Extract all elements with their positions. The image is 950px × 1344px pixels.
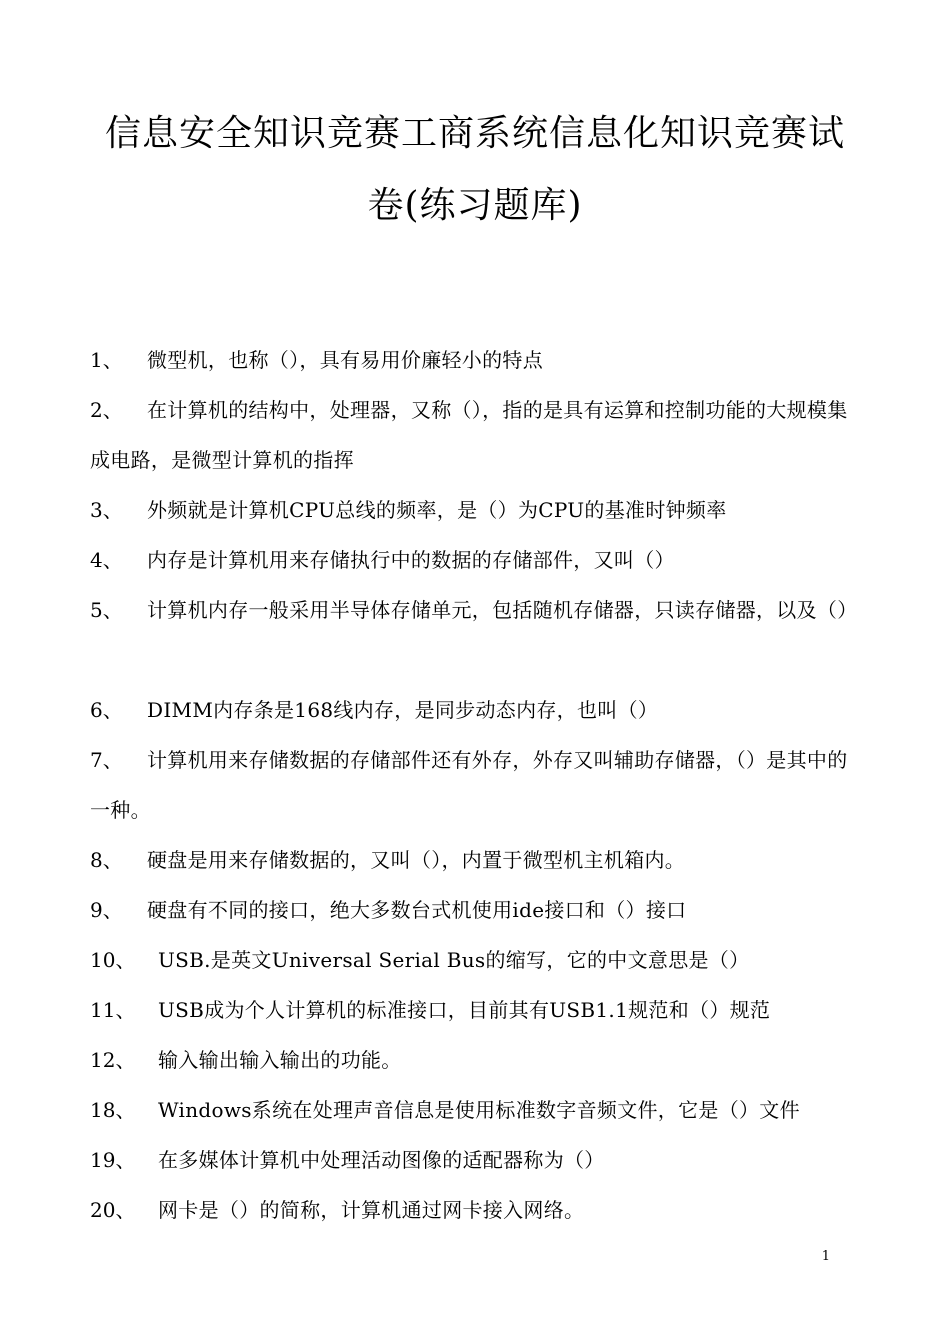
question-item <box>90 935 860 985</box>
question-item <box>90 385 860 485</box>
question-text: 在多媒体计算机中处理活动图像的适配器称为（） <box>158 1148 605 1172</box>
question-text: 硬盘是用来存储数据的，又叫（），内置于微型机主机箱内。 <box>147 848 686 872</box>
question-item <box>90 985 860 1035</box>
question-text: USB.是英文Universal Serial Bus的缩写，它的中文意思是（） <box>158 948 750 972</box>
page-number: 1 <box>821 1249 830 1264</box>
question-number: 4、 <box>90 548 123 572</box>
question-item <box>90 535 860 585</box>
question-text: 计算机内存一般采用半导体存储单元，包括随机存储器，只读存储器，以及（） <box>147 598 858 622</box>
question-number: 19、 <box>90 1148 136 1172</box>
document-title-line-1: 信息安全知识竞赛工商系统信息化知识竞赛试 <box>104 113 845 154</box>
question-text: 在计算机的结构中，处理器，又称（），指的是具有运算和控制功能的大规模集成电路，是微型计算机的指挥 <box>90 398 848 472</box>
question-item <box>90 885 860 935</box>
question-text: 外频就是计算机CPU总线的频率，是（）为CPU的基准时钟频率 <box>147 498 727 522</box>
question-text: 内存是计算机用来存储执行中的数据的存储部件，又叫（） <box>147 548 675 572</box>
question-number: 20、 <box>90 1198 136 1222</box>
question-number: 1、 <box>90 348 123 372</box>
question-text: 网卡是（）的简称，计算机通过网卡接入网络。 <box>158 1198 585 1222</box>
question-item <box>90 1085 860 1135</box>
question-item <box>90 1185 860 1235</box>
question-number: 3、 <box>90 498 123 522</box>
question-number: 8、 <box>90 848 123 872</box>
question-text: DIMM内存条是168线内存，是同步动态内存，也叫（） <box>147 698 659 722</box>
question-number: 5、 <box>90 598 123 622</box>
question-item <box>90 835 860 885</box>
question-item <box>90 335 860 385</box>
question-item <box>90 685 860 735</box>
question-number: 7、 <box>90 748 123 772</box>
question-text: USB成为个人计算机的标准接口，目前其有USB1.1规范和（）规范 <box>158 998 771 1022</box>
question-number: 2、 <box>90 398 123 422</box>
question-item <box>90 1035 860 1085</box>
question-item <box>90 585 860 635</box>
question-number: 18、 <box>90 1098 136 1122</box>
question-item <box>90 735 860 835</box>
question-text: Windows系统在处理声音信息是使用标准数字音频文件，它是（）文件 <box>158 1098 800 1122</box>
question-number: 11、 <box>90 998 136 1022</box>
question-text: 输入输出输入输出的功能。 <box>158 1048 402 1072</box>
question-number: 9、 <box>90 898 123 922</box>
question-text: 计算机用来存储数据的存储部件还有外存，外存又叫辅助存储器，（）是其中的一种。 <box>90 748 848 822</box>
question-item <box>90 1135 860 1185</box>
question-number: 12、 <box>90 1048 136 1072</box>
question-item <box>90 485 860 535</box>
question-number: 6、 <box>90 698 123 722</box>
question-text: 微型机，也称（），具有易用价廉轻小的特点 <box>147 348 543 372</box>
question-text: 硬盘有不同的接口，绝大多数台式机使用ide接口和（）接口 <box>147 898 687 922</box>
question-number: 10、 <box>90 948 136 972</box>
document-title-line-2: 卷(练习题库) <box>367 185 583 226</box>
